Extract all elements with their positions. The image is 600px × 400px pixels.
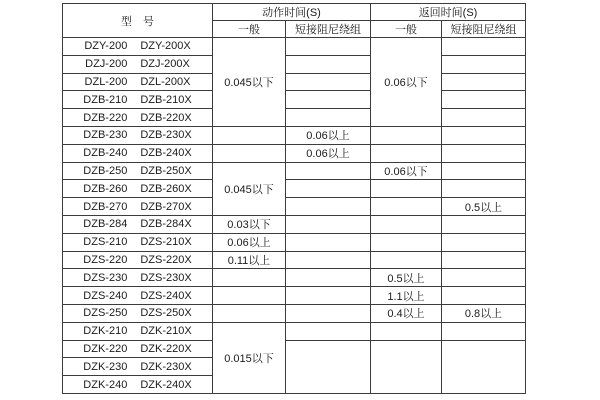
model-name: DZS-220 xyxy=(83,253,128,266)
model-name: DZS-240X xyxy=(140,289,192,302)
action-time-header: 动作时间(S) xyxy=(213,4,371,21)
return-general-cell xyxy=(371,215,442,233)
model-name: DZB-284X xyxy=(140,218,192,231)
action-general-cell xyxy=(213,287,286,305)
action-general-cell xyxy=(213,144,286,162)
model-name: DZB-220 xyxy=(83,111,128,124)
table-row xyxy=(63,109,526,127)
return-damping-cell xyxy=(442,73,526,91)
return-damping-cell xyxy=(442,126,526,144)
model-name: DZK-210X xyxy=(140,325,192,338)
action-general-cell xyxy=(213,126,286,144)
table-row xyxy=(63,304,526,322)
model-name: DZS-230 xyxy=(83,271,128,284)
model-name: DZB-284 xyxy=(83,218,128,231)
model-name: DZY-200 xyxy=(84,40,128,53)
table-row xyxy=(63,340,526,358)
action-general-cell xyxy=(213,304,286,322)
model-name: DZY-200X xyxy=(140,40,191,53)
model-cell xyxy=(63,358,213,376)
action-damping-header: 短接阻尼绕组 xyxy=(286,21,371,38)
model-name: DZS-210 xyxy=(83,236,128,249)
action-general-cell: 0.045以下 xyxy=(213,162,286,215)
table-row xyxy=(63,233,526,251)
return-general-cell xyxy=(371,233,442,251)
action-damping-cell xyxy=(286,73,371,91)
table-row xyxy=(63,144,526,162)
model-cell xyxy=(63,55,213,73)
model-name: DZL-200X xyxy=(140,75,191,88)
model-cell xyxy=(63,287,213,305)
model-name: DZJ-200 xyxy=(85,58,128,71)
table-row xyxy=(63,269,526,287)
return-damping-cell xyxy=(442,251,526,269)
return-damping-cell xyxy=(442,109,526,127)
model-cell xyxy=(63,376,213,394)
return-general-cell xyxy=(371,126,442,144)
action-damping-cell xyxy=(286,91,371,109)
model-name: DZB-240X xyxy=(140,147,192,160)
action-general-cell: 0.11以上 xyxy=(213,251,286,269)
action-damping-cell xyxy=(286,109,371,127)
action-general-cell: 0.045以下 xyxy=(213,38,286,127)
model-column-header: 型 号 xyxy=(63,4,213,38)
model-cell xyxy=(63,91,213,109)
model-name: DZS-240 xyxy=(83,289,128,302)
return-general-cell xyxy=(371,251,442,269)
return-damping-cell xyxy=(442,91,526,109)
model-cell xyxy=(63,109,213,127)
return-damping-header: 短接阻尼绕组 xyxy=(442,21,526,38)
model-cell xyxy=(63,38,213,56)
model-name: DZB-240 xyxy=(83,147,128,160)
table-row xyxy=(63,38,526,56)
model-name: DZB-210 xyxy=(83,93,128,106)
return-damping-cell xyxy=(442,162,526,180)
action-damping-cell xyxy=(286,162,371,180)
model-name: DZJ-200X xyxy=(140,58,190,71)
model-name: DZB-260 xyxy=(83,182,128,195)
return-general-cell: 0.5以上 xyxy=(371,269,442,287)
model-cell xyxy=(63,73,213,91)
return-general-cell: 0.06以下 xyxy=(371,38,442,127)
model-name: DZK-230 xyxy=(83,360,128,373)
spec-table xyxy=(62,3,526,394)
return-damping-cell xyxy=(442,269,526,287)
action-damping-cell: 0.06以上 xyxy=(286,126,371,144)
action-damping-cell xyxy=(286,287,371,305)
model-name: DZL-200 xyxy=(84,75,128,88)
return-damping-cell xyxy=(442,38,526,56)
model-cell xyxy=(63,340,213,358)
action-damping-cell xyxy=(286,340,371,393)
return-damping-cell xyxy=(442,55,526,73)
action-damping-cell xyxy=(286,251,371,269)
table-row xyxy=(63,162,526,180)
model-name: DZB-210X xyxy=(140,93,192,106)
model-name: DZS-210X xyxy=(140,236,192,249)
return-general-cell xyxy=(371,180,442,198)
model-name: DZB-230 xyxy=(83,129,128,142)
table-row xyxy=(63,73,526,91)
action-general-cell: 0.06以上 xyxy=(213,233,286,251)
action-damping-cell xyxy=(286,233,371,251)
return-general-cell: 1.1以上 xyxy=(371,287,442,305)
model-cell xyxy=(63,233,213,251)
model-cell xyxy=(63,215,213,233)
return-general-cell: 0.06以下 xyxy=(371,162,442,180)
action-general-cell: 0.015以下 xyxy=(213,322,286,393)
model-name: DZK-240 xyxy=(83,378,128,391)
model-cell xyxy=(63,269,213,287)
return-damping-cell xyxy=(442,180,526,198)
model-cell xyxy=(63,162,213,180)
action-damping-cell xyxy=(286,215,371,233)
table-row xyxy=(63,322,526,340)
header-row-1 xyxy=(63,4,526,21)
action-damping-cell xyxy=(286,38,371,56)
return-damping-cell: 0.8以上 xyxy=(442,304,526,322)
model-name: DZS-230X xyxy=(140,271,192,284)
action-damping-cell xyxy=(286,180,371,198)
model-cell xyxy=(63,322,213,340)
model-name: DZB-270 xyxy=(83,200,128,213)
table-row xyxy=(63,215,526,233)
return-general-header: 一般 xyxy=(371,21,442,38)
table-row xyxy=(63,55,526,73)
action-general-cell: 0.03以下 xyxy=(213,215,286,233)
return-general-cell xyxy=(371,198,442,216)
return-damping-cell xyxy=(442,322,526,340)
action-damping-cell xyxy=(286,198,371,216)
model-cell xyxy=(63,126,213,144)
return-general-cell xyxy=(371,144,442,162)
model-name: DZS-220X xyxy=(140,253,192,266)
action-damping-cell xyxy=(286,269,371,287)
model-name: DZB-250 xyxy=(83,164,128,177)
table-row xyxy=(63,287,526,305)
return-damping-cell xyxy=(442,233,526,251)
model-cell xyxy=(63,144,213,162)
model-name: DZB-260X xyxy=(140,182,192,195)
return-general-cell: 0.4以上 xyxy=(371,304,442,322)
action-damping-cell xyxy=(286,304,371,322)
model-name: DZB-220X xyxy=(140,111,192,124)
model-name: DZB-250X xyxy=(140,164,192,177)
model-cell xyxy=(63,304,213,322)
model-name: DZK-220 xyxy=(83,342,128,355)
model-cell xyxy=(63,251,213,269)
table-row xyxy=(63,251,526,269)
model-name: DZK-210 xyxy=(83,325,128,338)
model-name: DZS-250 xyxy=(83,307,128,320)
table-row xyxy=(63,91,526,109)
action-damping-cell: 0.06以上 xyxy=(286,144,371,162)
action-general-cell xyxy=(213,269,286,287)
return-general-cell xyxy=(371,340,442,393)
model-cell xyxy=(63,198,213,216)
model-name: DZK-220X xyxy=(140,342,192,355)
model-name: DZK-230X xyxy=(140,360,192,373)
model-name: DZB-270X xyxy=(140,200,192,213)
action-general-header: 一般 xyxy=(213,21,286,38)
action-damping-cell xyxy=(286,322,371,340)
return-damping-cell xyxy=(442,287,526,305)
table-row xyxy=(63,126,526,144)
return-damping-cell xyxy=(442,144,526,162)
action-damping-cell xyxy=(286,55,371,73)
return-damping-cell: 0.5以上 xyxy=(442,198,526,216)
model-cell xyxy=(63,180,213,198)
model-name: DZB-230X xyxy=(140,129,192,142)
return-damping-cell xyxy=(442,215,526,233)
model-name: DZS-250X xyxy=(140,307,192,320)
return-damping-cell xyxy=(442,340,526,393)
return-time-header: 返回时间(S) xyxy=(371,4,526,21)
table-row xyxy=(63,180,526,198)
table-row xyxy=(63,198,526,216)
model-name: DZK-240X xyxy=(140,378,192,391)
return-general-cell xyxy=(371,322,442,340)
